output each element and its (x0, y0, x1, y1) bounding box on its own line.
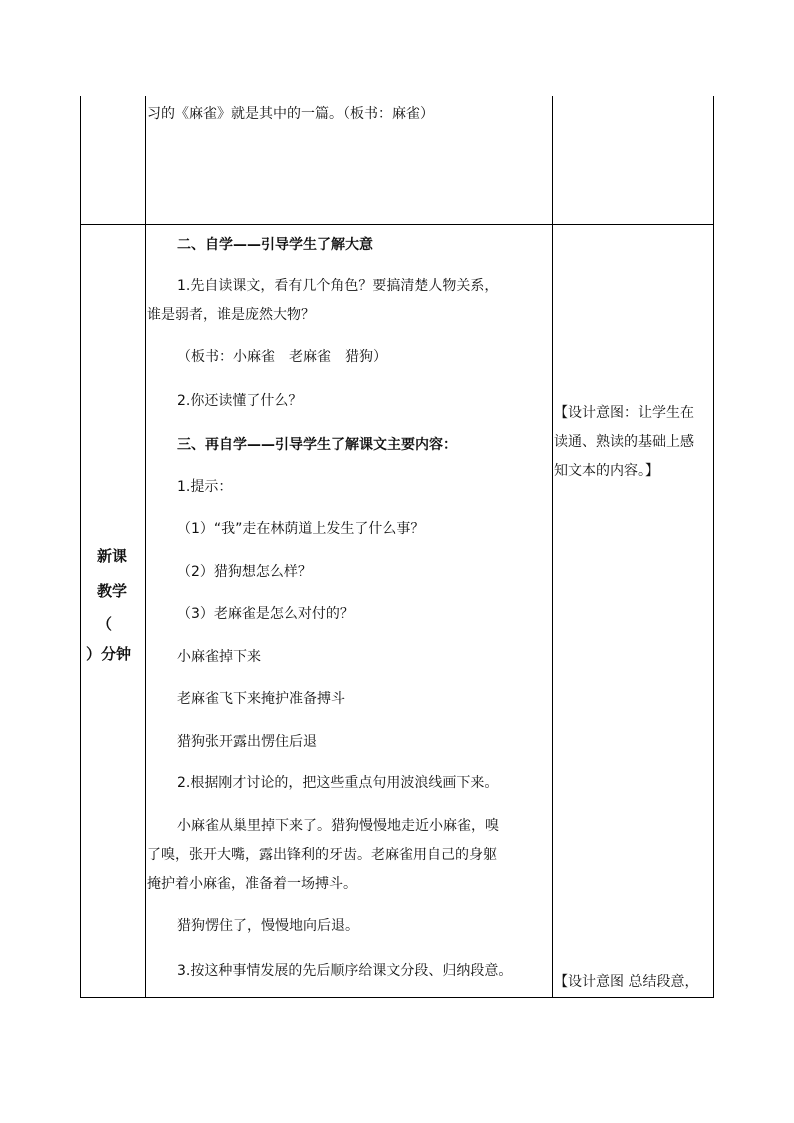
hint-2: （2）猎狗想怎么样？ (177, 564, 312, 580)
paragraph-1-line1: 1.先自读课文，看有几个角色？要搞清楚人物关系， (177, 278, 499, 294)
summary-line-2: 老麻雀飞下来掩护准备搏斗 (177, 691, 345, 707)
paragraph-2: 2.你还读懂了什么？ (177, 393, 303, 409)
summary-line-1: 小麻雀掉下来 (177, 649, 261, 665)
row-divider (80, 224, 714, 225)
design-note-1-line2: 读通、熟读的基础上感 (554, 434, 694, 450)
blackboard-note: （板书：小麻雀 老麻雀 猎狗） (177, 349, 387, 365)
paragraph-1-line2: 谁是弱者，谁是庞然大物？ (147, 307, 315, 323)
excerpt-line-4: 猎狗愣住了，慢慢地向后退。 (177, 918, 359, 934)
section-label-line1: 新课 (97, 547, 128, 565)
table-left-border (80, 96, 81, 998)
section-label-line2: 教学 (97, 582, 128, 600)
heading-self-study: 二、自学——引导学生了解大意 (177, 237, 373, 253)
paragraph-4: 3.按这种事情发展的先后顺序给课文分段、归纳段意。 (177, 963, 513, 979)
column-divider-2 (552, 96, 553, 998)
section-label-line3: （ (97, 615, 113, 633)
heading-restudy: 三、再自学——引导学生了解课文主要内容： (177, 437, 457, 453)
hint-title: 1.提示： (177, 479, 233, 495)
paragraph-3: 2.根据刚才讨论的，把这些重点句用波浪线画下来。 (177, 775, 499, 791)
column-divider-1 (145, 96, 146, 998)
hint-1: （1）“我”走在林荫道上发生了什么事？ (177, 521, 425, 537)
excerpt-line-3: 掩护着小麻雀，准备着一场搏斗。 (147, 876, 357, 892)
excerpt-line-1: 小麻雀从巢里掉下来了。猎狗慢慢地走近小麻雀，嗅 (177, 818, 499, 834)
design-note-1-line3: 知文本的内容。】 (554, 463, 659, 479)
section-label-line4: ）分钟 (86, 645, 132, 663)
summary-line-3: 猎狗张开露出愣住后退 (177, 734, 317, 750)
design-note-2: 【设计意图 总结段意， (554, 974, 699, 990)
hint-3: （3）老麻雀是怎么对付的？ (177, 606, 354, 622)
top-row-text: 习的《麻雀》就是其中的一篇。（板书：麻雀） (147, 106, 434, 122)
excerpt-line-2: 了嗅，张开大嘴，露出锋利的牙齿。老麻雀用自己的身躯 (147, 847, 497, 863)
table-bottom-border (80, 997, 714, 998)
table-right-border (713, 96, 714, 998)
design-note-1-line1: 【设计意图：让学生在 (554, 405, 694, 421)
